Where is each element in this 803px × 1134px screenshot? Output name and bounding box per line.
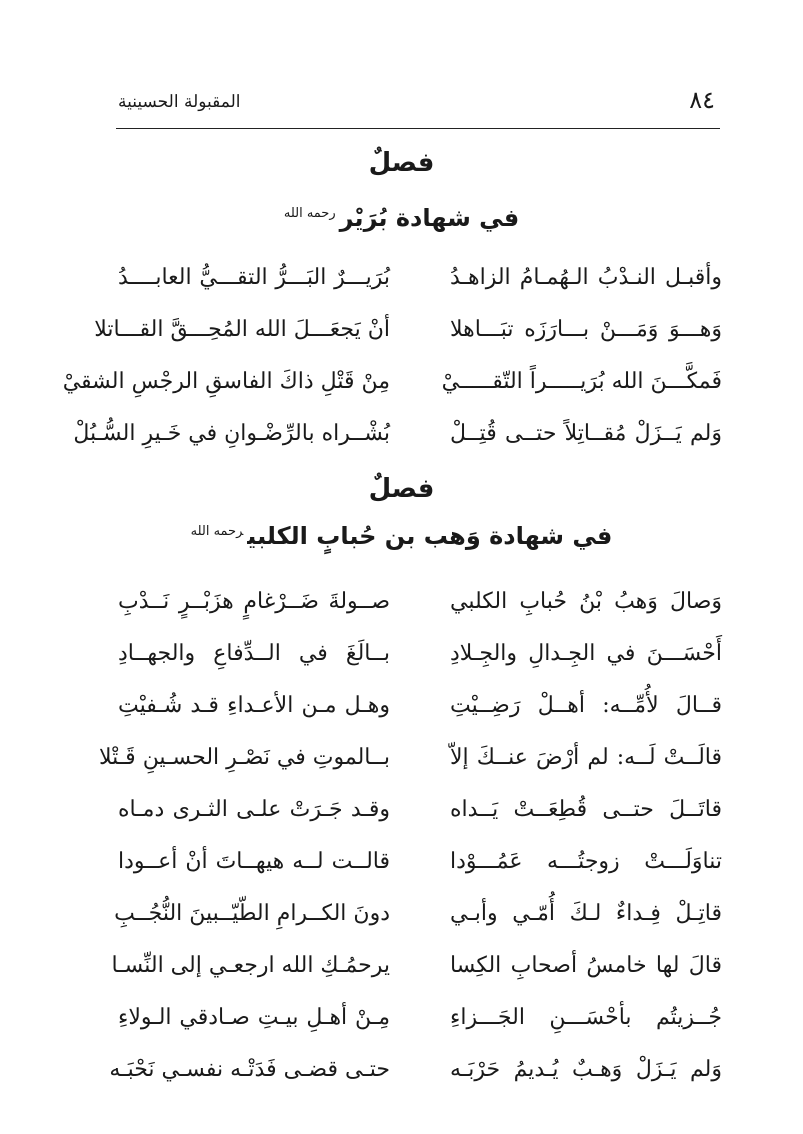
verse-first-hemistich: قالَ لها خامسُ أصحابِ الكِسا [450, 953, 722, 978]
verse [118, 998, 722, 1050]
verse [118, 634, 722, 686]
section-2-subheading-text: في شهادة وَهب بن حُبابٍ الكلبي [247, 522, 613, 550]
verse-first-hemistich: وَلم يَــزَلْ مُقــاتِلاً حتــى قُتِــلْ [450, 421, 722, 446]
verse [62, 362, 722, 414]
verse-second-hemistich: مِنْ قَتْلِ ذاكَ الفاسقِ الرجْسِ الشقيْ [62, 369, 390, 394]
verse-first-hemistich: قــالَ لأُمِّــه: أهــلْ رَضِــيْتِ [450, 693, 722, 718]
verse-second-hemistich: بُرَيـــرٌ البَـــرُّ التقـــيُّ العابــــدُ [118, 265, 390, 290]
verse-first-hemistich: وأقبـل النـدْبُ الـهُمـامُ الزاهـدُ [450, 265, 722, 290]
running-title: المقبولة الحسينية [118, 92, 241, 112]
verse-second-hemistich: دونَ الكــرامِ الطّيّــبينَ النُّجُــبِ [114, 901, 390, 926]
verse [118, 582, 722, 634]
section-1-subheading-text: في شهادة بُرَيْر [339, 204, 520, 232]
section-1-subheading [0, 204, 803, 232]
verse [118, 842, 722, 894]
verse-second-hemistich: بُشْــراه بالرِّضْـوانِ في خَـيرِ السُّـبُلْ [73, 421, 390, 446]
verse-first-hemistich: جُــزيتُم بأحْسَـــنِ الجَـــزاءِ [450, 1005, 722, 1030]
verse-second-hemistich: حتـى قضـى فَدَتْـه نفسـي نَحْبَـه [109, 1057, 390, 1082]
verse [118, 686, 722, 738]
verse [109, 1050, 722, 1102]
verse-second-hemistich: بــالَغَ في الــدِّفاعِ والجهــادِ [118, 641, 390, 666]
verse-first-hemistich: فَمكَّـــنَ الله بُرَيـــــراً التّقـــــيْ [441, 369, 722, 394]
verse-first-hemistich: وَلم يَـزَلْ وَهـبٌ يُـديمُ حَرْبَـه [450, 1057, 722, 1082]
section-2-verses [98, 582, 722, 1102]
page-number: ٨٤ [689, 86, 715, 114]
verse-first-hemistich: قاتِـلْ فِـداءٌ لـكَ أُمّـي وأبـي [450, 901, 722, 926]
verse-second-hemistich: مِـنْ أهـلِ بيـتِ صـادقي الـولاءِ [118, 1005, 390, 1030]
header-rule [116, 128, 720, 129]
section-2-subheading [0, 522, 803, 550]
verse-second-hemistich: قالــت لــه هيهــاتَ أنْ أعــودا [118, 849, 390, 874]
verse-first-hemistich: وَصالَ وَهبُ بْنُ حُبابِ الكلبي [450, 589, 722, 614]
verse-second-hemistich: أنْ يَجعَـــلَ الله المُحِـــقَّ القـــاتلا [94, 317, 390, 342]
verse [73, 414, 722, 466]
verse-second-hemistich: يرحمُـكِ الله ارجعـي إلى النِّسـا [111, 953, 390, 978]
verse [114, 894, 722, 946]
section-2-heading: فصلٌ [368, 474, 435, 504]
verse-first-hemistich: وَهـــوَ وَمَـــنْ بـــارَزَه تبَـــاهلا [450, 317, 722, 342]
section-2-honorific: رحمه الله [190, 524, 244, 539]
verse-second-hemistich: وهـل مـن الأعـداءِ قـد شُـفيْتِ [118, 693, 390, 718]
section-1-verses [62, 258, 722, 466]
verse [98, 738, 722, 790]
section-1-honorific: رحمه الله [283, 206, 336, 221]
verse-second-hemistich: صــولةَ ضَــرْغامٍ هزَبْــرٍ نَــدْبِ [118, 589, 390, 614]
verse-first-hemistich: أَحْسَـــنَ في الجِـدالِ والجِـلادِ [450, 641, 722, 666]
verse [118, 790, 722, 842]
section-1-heading: فصلٌ [368, 148, 435, 178]
verse [94, 310, 722, 362]
verse-first-hemistich: قالَــتْ لَــه: لم أرْضَ عنــكَ إلاّ [450, 745, 722, 770]
verse [118, 258, 722, 310]
verse-first-hemistich: قاتَــلَ حتــى قُطِعَــتْ يَــداه [450, 797, 722, 822]
verse-second-hemistich: بــالموتِ في نَصْـرِ الحسـينِ قَـتْلا [98, 745, 390, 770]
verse-first-hemistich: تناوَلَـــتْ زوجتُـــه عَمُـــوْدا [450, 849, 722, 874]
verse [111, 946, 722, 998]
verse-second-hemistich: وقـد جَـرَتْ علـى الثـرى دمـاه [118, 797, 390, 822]
